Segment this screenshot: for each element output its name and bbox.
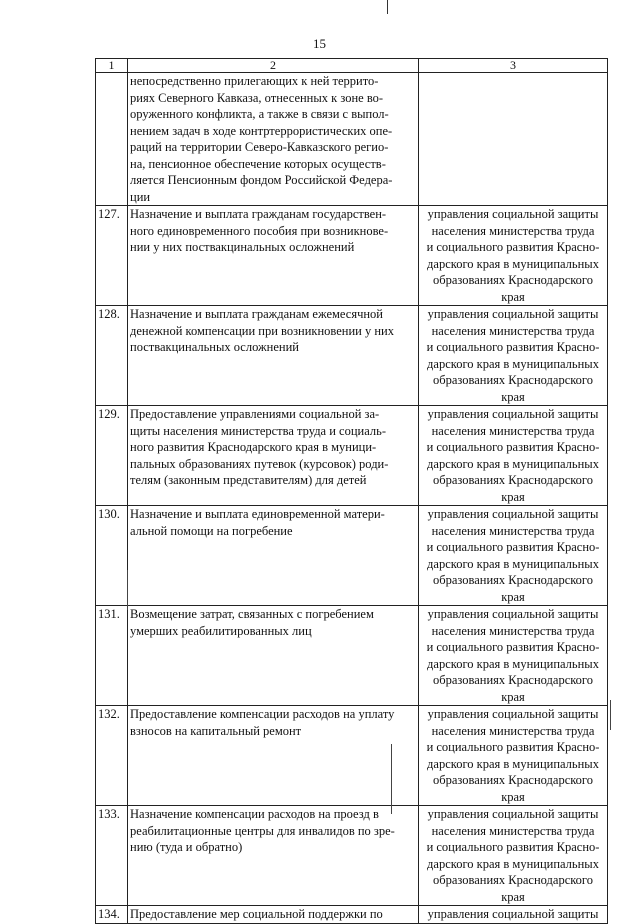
service-description: Предоставление мер социальной поддержки по bbox=[130, 907, 383, 921]
table-row bbox=[96, 906, 608, 924]
service-description: непосредственно прилегающих к ней террито- риях Северного Кавказа, отнесенных к зоне во- оруженного конфликта, а также в связи с выпол- нением задач в ходе контртеррористических опе- раций на территории Северо-Кавказского регио- на, пенсионное обеспечение которых осуществ- ляется Пенсионным фондом Российской Федера- ции bbox=[130, 74, 393, 204]
responsible-body: управления социальной защиты населения министерства труда и социального развития Красно- дарского края в муниципальных образованиях Краснодарского края bbox=[426, 507, 600, 604]
responsible-body: управления социальной защиты населения министерства труда и социального развития Красно- дарского края в муниципальных образованиях Краснодарского края bbox=[426, 807, 600, 904]
row-number: 127. bbox=[96, 206, 128, 306]
table-row bbox=[96, 306, 608, 406]
responsible-body: управления социальной защиты населения министерства труда и социального развития Красно- дарского края в муниципальных образованиях Краснодарского края bbox=[426, 207, 600, 304]
row-number: 131. bbox=[96, 606, 128, 706]
service-description: Возмещение затрат, связанных с погребением умерших реабилитированных лиц bbox=[130, 607, 374, 638]
service-description: Назначение и выплата гражданам государствен- ного единовременного пособия при возникнове- нии у них поствакцинальных осложнений bbox=[130, 207, 389, 254]
table-row bbox=[96, 606, 608, 706]
service-description: Предоставление управлениями социальной за- щиты населения министерства труда и социаль- ного развития Краснодарского края в муници- пальных образованиях путевок (курсовок) роди- телям (законным представителям) для детей bbox=[130, 407, 389, 487]
responsible-body: управления социальной защиты bbox=[427, 907, 599, 921]
scan-artifact-line bbox=[387, 0, 388, 14]
table-row bbox=[96, 73, 608, 206]
column-header: 3 bbox=[419, 59, 608, 73]
row-number: 128. bbox=[96, 306, 128, 406]
responsible-body: управления социальной защиты населения министерства труда и социального развития Красно- дарского края в муниципальных образованиях Краснодарского края bbox=[426, 707, 600, 804]
column-header: 1 bbox=[96, 59, 128, 73]
service-description: Предоставление компенсации расходов на уплату взносов на капитальный ремонт bbox=[130, 707, 395, 738]
table-row bbox=[96, 506, 608, 606]
page-number: 15 bbox=[313, 36, 326, 51]
row-number: 129. bbox=[96, 406, 128, 506]
responsible-body: управления социальной защиты населения министерства труда и социального развития Красно- дарского края в муниципальных образованиях Краснодарского края bbox=[426, 607, 600, 704]
row-number: 130. bbox=[96, 506, 128, 606]
scan-artifact-line bbox=[610, 700, 611, 730]
row-number: 134. bbox=[96, 906, 128, 924]
scan-artifact-line bbox=[127, 570, 128, 610]
services-table bbox=[95, 58, 608, 924]
table-row bbox=[96, 806, 608, 906]
service-description: Назначение и выплата единовременной матери- альной помощи на погребение bbox=[130, 507, 385, 538]
responsible-body: управления социальной защиты населения министерства труда и социального развития Красно- дарского края в муниципальных образованиях Краснодарского края bbox=[426, 407, 600, 504]
service-description: Назначение и выплата гражданам ежемесячной денежной компенсации при возникновении у них поствакцинальных осложнений bbox=[130, 307, 394, 354]
row-number: 133. bbox=[96, 806, 128, 906]
responsible-body: управления социальной защиты населения министерства труда и социального развития Красно- дарского края в муниципальных образованиях Краснодарского края bbox=[426, 307, 600, 404]
table-row bbox=[96, 706, 608, 806]
column-header: 2 bbox=[128, 59, 419, 73]
service-description: Назначение компенсации расходов на проезд в реабилитационные центры для инвалидов по зре- нию (туда и обратно) bbox=[130, 807, 395, 854]
table-header-row bbox=[96, 59, 608, 73]
row-number bbox=[96, 73, 128, 206]
table-row bbox=[96, 206, 608, 306]
scan-artifact-line bbox=[391, 744, 392, 814]
row-number: 132. bbox=[96, 706, 128, 806]
table-row bbox=[96, 406, 608, 506]
